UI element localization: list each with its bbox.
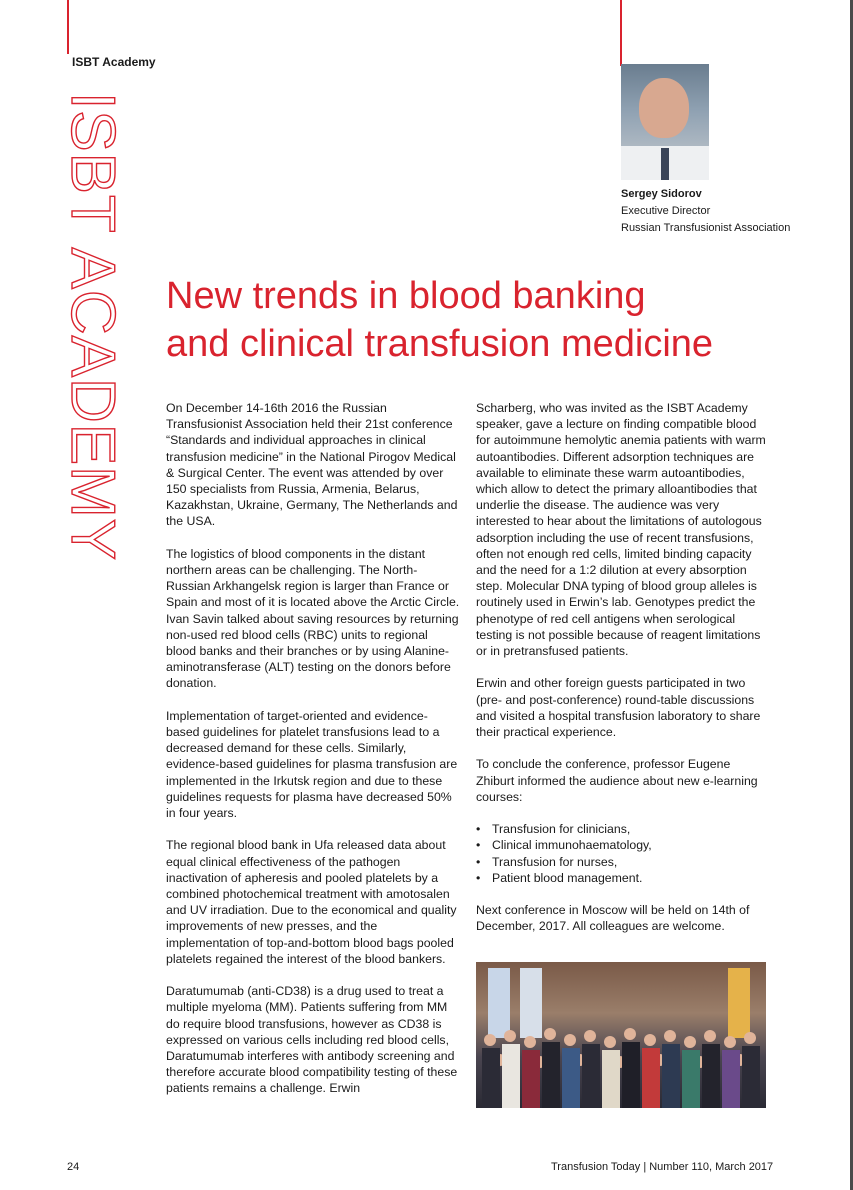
paragraph: Erwin and other foreign guests participated in two (pre- and post-conference) round-table discussions and visited a hospital transfusion laboratory to share their practical experience. xyxy=(476,676,761,740)
paragraph: Next conference in Moscow will be held on 14th of December, 2017. All colleagues are welcome. xyxy=(476,903,750,934)
conference-group-photo xyxy=(476,962,766,1108)
article-headline xyxy=(166,272,713,368)
list-item: • Transfusion for nurses, xyxy=(492,854,771,870)
paragraph: Scharberg, who was invited as the ISBT Academy speaker, gave a lecture on finding compatible blood for autoimmune hemolytic anemia patients with warm autoantibodies. Different adsorption techniques are available to eliminate these warm autoantibodies, which allow to detect the primary alloantibodies that underlie the disease. The audience was very interested to hear about the limitations of autologous adsorption including the use of recent transfusions, often not enough red cells, limited binding capacity and the need for a 1:2 dilution at every absorption step. Molecular DNA typing of blood group alleles is routinely used in Erwin’s lab. Genotypes predict the phenotype of red cell antigens when serological testing is not possible because of reagent limitations or in pretransfused patients. xyxy=(476,401,766,659)
list-item: • Clinical immunohaematology, xyxy=(492,837,771,853)
author-role-line1: Executive Director xyxy=(621,205,711,217)
portrait-tie xyxy=(661,148,669,180)
author-portrait xyxy=(621,64,709,180)
headline-line2: and clinical transfusion medicine xyxy=(166,323,714,365)
paragraph: On December 14-16th 2016 the Russian Transfusionist Association held their 21st conference “Standards and individual approaches in clinical transfusion medicine” in the National Pirogov Medical & Surgical Center. The event was attended by over 150 specialists from Russia, Armenia, Belarus, Kazakhstan, Ukraine, Germany, The Netherlands and the USA. xyxy=(166,401,458,529)
author-name: Sergey Sidorov xyxy=(621,188,702,200)
left-column xyxy=(166,400,461,1113)
list-item: • Patient blood management. xyxy=(492,870,771,886)
right-column xyxy=(476,400,771,951)
paragraph: Implementation of target-oriented and evidence-based guidelines for platelet transfusions lead to a decreased demand for these cells. Similarly, evidence-based guidelines for plasma transfusion are implemented in the Irkutsk region and due to these guidelines requests for plasma have decreased 50% in four years. xyxy=(166,708,458,821)
vertical-title-text: ISBT ACADEMY xyxy=(58,92,127,562)
course-list xyxy=(476,821,771,886)
paragraph: The logistics of blood components in the distant northern areas can be challenging. The North-Russian Arkhangelsk region is larger than France or Spain and most of it is located above the Arctic Circle. Ivan Savin talked about saving resources by returning non-used red blood cells (RBC) units to regional blood banks and their branches or by using Alanine-aminotransferase (ALT) testing on the donors before donation. xyxy=(166,546,460,691)
paragraph: Daratumumab (anti-CD38) is a drug used to treat a multiple myeloma (MM). Patients suffering from MM do require blood transfusions, however as CD38 is expressed on various cells including red blood cells, Daratumumab interferes with antibody screening and therefore accurate blood compatibility testing of these patients remains a challenge. Erwin xyxy=(166,984,458,1096)
publication-footer: Transfusion Today | Number 110, March 2017 xyxy=(551,1161,774,1173)
paragraph: To conclude the conference, professor Eugene Zhiburt informed the audience about new e-learning courses: xyxy=(476,757,758,804)
paragraph: The regional blood bank in Ufa released data about equal clinical effectiveness of the pathogen inactivation of apheresis and pooled platelets by a combined photochemical treatment with amotosalen and UV irradiation. Due to the economical and quality improvements of new presses, and the implementation of top-and-bottom blood bags pooled platelets regained the interest of the blood bankers. xyxy=(166,838,457,966)
author-role-line2: Russian Transfusionist Association xyxy=(621,222,791,234)
portrait-face xyxy=(639,78,689,138)
photo-crowd xyxy=(476,1020,766,1108)
right-accent-rule xyxy=(620,0,622,64)
section-label: ISBT Academy xyxy=(72,55,156,69)
page-number: 24 xyxy=(67,1161,80,1173)
list-item: • Transfusion for clinicians, xyxy=(492,821,771,837)
headline-line1: New trends in blood banking xyxy=(166,275,646,317)
